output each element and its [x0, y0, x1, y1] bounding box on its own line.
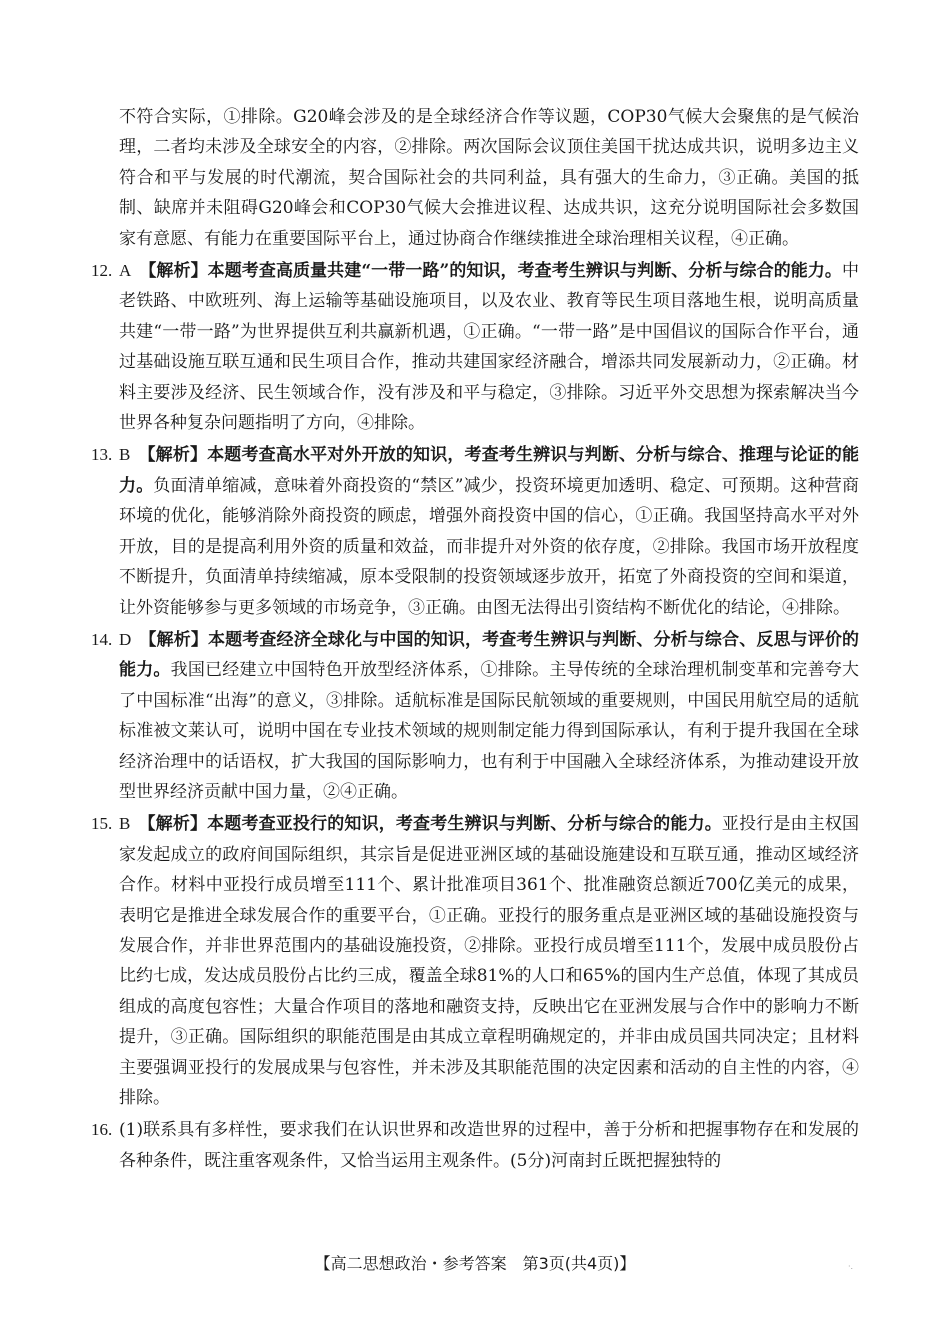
analysis-tag: 【解析】	[139, 261, 208, 282]
question-number: 15.	[91, 814, 113, 834]
analysis-tag: 【解析】	[138, 814, 208, 835]
question-number: 14.	[91, 629, 113, 649]
analysis-lead: 本题考查高质量共建“一带一路”的知识，考查考生辨识与判断、分析与综合的能力。	[207, 261, 843, 282]
analysis-lead: 本题考查亚投行的知识，考查考生辨识与判断、分析与综合的能力。	[207, 814, 722, 835]
analysis-tag: 【解析】	[138, 445, 208, 466]
analysis-lead: 本题考查高水平对外开放的知识，考查考生辨识与判断、分析与综合、推理与论证的能力。	[119, 445, 860, 496]
question-14	[91, 625, 860, 807]
analysis-text: 我国已经建立中国特色开放型经济体系，①排除。主导传统的全球治理机制变革和完善夸大了中国标准“出海”的意义，③排除。适航标准是国际民航领域的重要规则，中国民用航空局的适航标准被文莱认可，说明中国在专业技术领域的规则制定能力得到国际承认，有利于提升我国在全球经济治理中的话语权，扩大我国的国际影响力，也有利于中国融入全球经济体系，为推动建设开放型世界经济贡献中国力量，②④正确。	[119, 660, 860, 802]
question-number: 16.	[91, 1120, 113, 1140]
question-13	[91, 440, 860, 622]
analysis-lead: 本题考查经济全球化与中国的知识，考查考生辨识与判断、分析与综合、反思与评价的能力。	[119, 629, 860, 681]
analysis-text: 中老铁路、中欧班列、海上运输等基础设施项目，以及农业、教育等民生项目落地生根，说明高质量共建“一带一路”为世界提供互利共赢新机遇，①正确。“一带一路”是中国倡议的国际合作平台，通过基础设施互联互通和民生项目合作，推动共建国家经济融合，增添共同发展新动力，②正确。材料主要涉及经济、民生领域合作，没有涉及和平与稳定，③排除。习近平外交思想为探索解决当今世界各种复杂问题指明了方向，④排除。	[119, 261, 860, 434]
analysis-text: 负面清单缩减，意味着外商投资的“禁区”减少，投资环境更加透明、稳定、可预期。这种营商环境的优化，能够消除外商投资的顾虑，增强外商投资中国的信心，①正确。我国坚持高水平对外开放，目的是提高利用外资的质量和效益，而非提升对外资的依存度，②排除。我国市场开放程度不断提升，负面清单持续缩减，原本受限制的投资领域逐步放开，拓宽了外商投资的空间和渠道，让外资能够参与更多领域的市场竞争，③正确。由图无法得出引资结构不断优化的结论，④排除。	[119, 475, 859, 618]
intro-paragraph: 不符合实际，①排除。G20峰会涉及的是全球经济合作等议题，COP30气候大会聚焦的是气候治理，二者均未涉及全球安全的内容，②排除。两次国际会议顶住美国干扰达成共识，说明多边主义符合和平与发展的时代潮流，契合国际社会的共同利益，具有强大的生命力，③正确。美国的抵制、缺席并未阻碍G20峰会和COP30气候大会推进议程、达成共识，这充分说明国际社会多数国家有意愿、有能力在重要国际平台上，通过协商合作继续推进全球治理相关议程，④正确。	[119, 107, 859, 249]
footer-mark: ·.	[848, 1262, 854, 1271]
question-15	[91, 809, 860, 1113]
answer-letter: D	[119, 629, 132, 649]
analysis-text: 亚投行是由主权国家发起成立的政府间国际组织，其宗旨是促进亚洲区域的基础设施建设和互联互通，推动区域经济合作。材料中亚投行成员增至111个、累计批准项目361个、批准融资总额近700亿美元的成果，表明它是推进全球发展合作的重要平台，①正确。亚投行的服务重点是亚洲区域的基础设施投资与发展合作，并非世界范围内的基础设施投资，②排除。亚投行成员增至111个，发展中成员股份占比约七成，发达成员股份占比约三成，覆盖全球81%的人口和65%的国内生产总值，体现了其成员组成的高度包容性；大量合作项目的落地和融资支持，反映出它在亚洲发展与合作中的影响力不断提升，③正确。国际组织的职能范围是由其成立章程明确规定的，并非由成员国共同决定；且材料主要强调亚投行的发展成果与包容性，并未涉及其职能范围的决定因素和活动的自主性的内容，④排除。	[119, 814, 860, 1108]
answer-text: (1)联系具有多样性，要求我们在认识世界和改造世界的过程中，善于分析和把握事物存在和发展的各种条件，既注重客观条件，又恰当运用主观条件。(5分)河南封丘既把握独特的	[119, 1120, 859, 1171]
analysis-tag: 【解析】	[139, 629, 208, 650]
answer-body	[91, 102, 860, 1178]
page-footer: 【高二思想政治・参考答案 第3页(共4页)】	[314, 1254, 636, 1273]
question-16	[91, 1115, 859, 1176]
answer-letter: B	[119, 445, 131, 465]
question-number: 13.	[91, 445, 113, 465]
question-number: 12.	[91, 261, 113, 281]
answer-letter: B	[119, 814, 131, 834]
question-12	[91, 256, 860, 438]
answer-letter: A	[119, 261, 132, 281]
